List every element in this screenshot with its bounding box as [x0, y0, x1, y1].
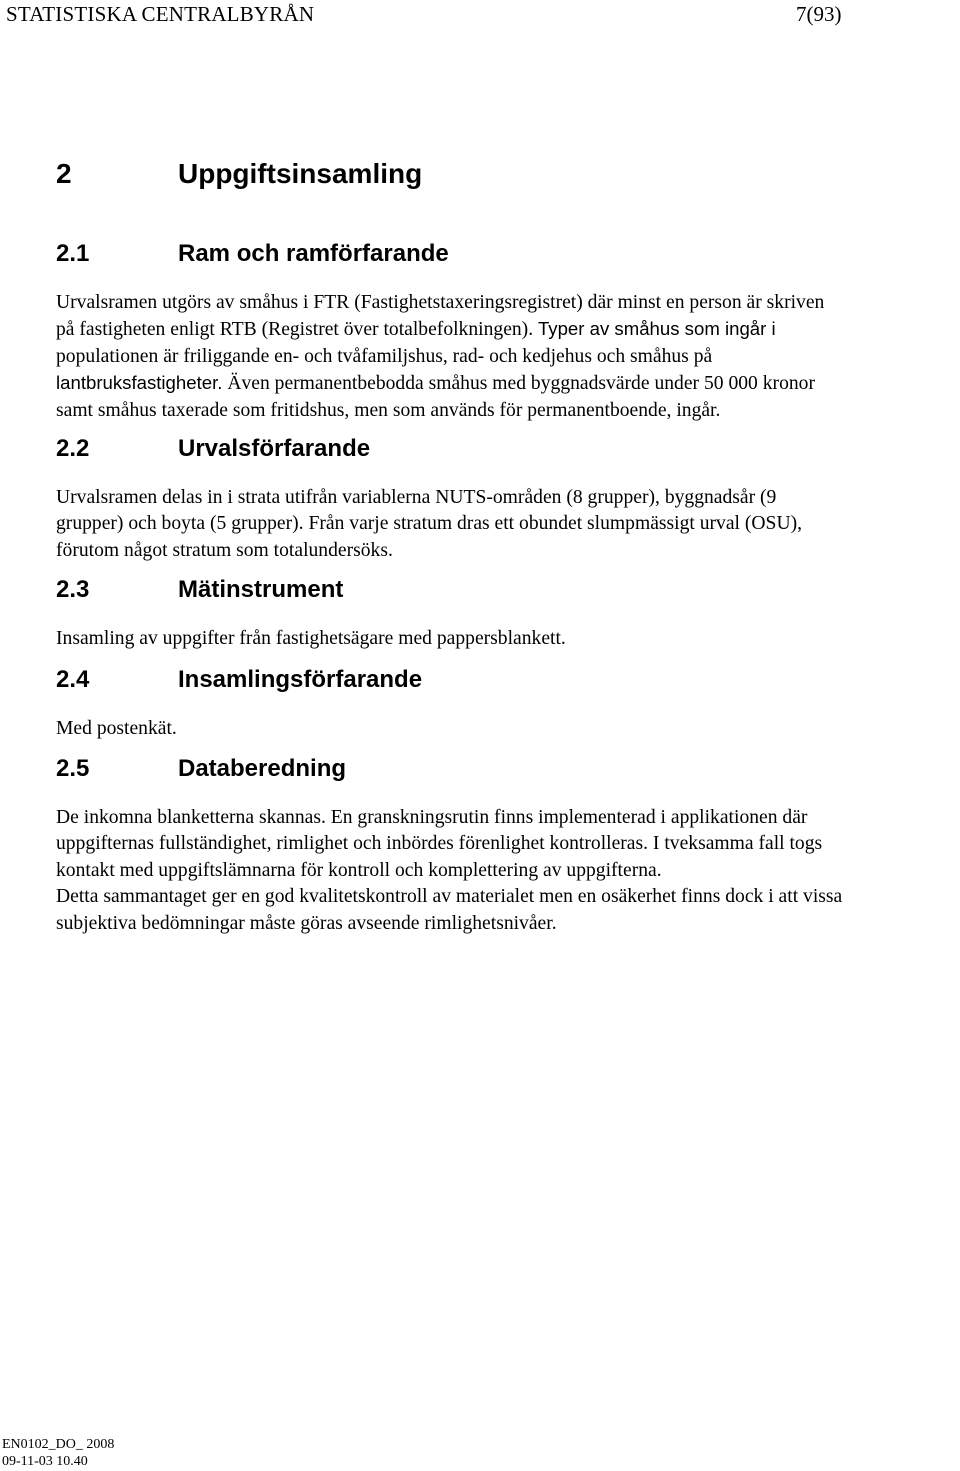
section-number: 2.1: [56, 240, 90, 267]
paragraph-ram: [56, 290, 960, 424]
text-line: samt småhus taxerade som fritidshus, men som används för permanentboende, ingår.: [56, 399, 721, 421]
text-line: Insamling av uppgifter från fastighetsägare med pappersblankett.: [56, 628, 566, 649]
heading-section-2-1: [56, 242, 449, 266]
text-line: [56, 370, 960, 397]
section-title: Databeredning: [178, 755, 347, 782]
text-sentence: Typer av småhus som ingår i: [533, 318, 776, 340]
text-sentence: på fastigheten enligt RTB (Registret över totalbefolkningen).: [56, 319, 534, 341]
text-line: förutom något stratum som totalundersöks.: [56, 539, 393, 561]
text-line: subjektiva bedömningar måste göras avseende rimlighetsnivåer.: [56, 912, 557, 934]
text-sentence: grupper) och boyta (5 grupper).: [56, 513, 304, 535]
text-line: Detta sammantaget ger en god kvalitetskontroll av materialet men en osäkerhet finns dock i att vissa: [56, 886, 843, 908]
section-number: 2.5: [56, 755, 90, 782]
text-sentence: De inkomna blanketterna skannas.: [56, 807, 326, 828]
text-line: kontakt med uppgiftslämnarna för kontroll och komplettering av uppgifterna.: [56, 859, 662, 881]
text-sentence: I tveksamma fall togs: [648, 833, 823, 855]
section-title: Mätinstrument: [178, 576, 344, 603]
footer-timestamp: 09-11-03 10.40: [2, 1454, 88, 1469]
section-title: Uppgiftsinsamling: [178, 158, 423, 189]
text-sentence: En granskningsrutin finns implementerad i applikationen där: [325, 807, 808, 828]
heading-section-2-4: [56, 668, 422, 692]
paragraph-databeredning: [56, 805, 960, 937]
text-line: [56, 511, 960, 537]
text-line: Med postenkät.: [56, 718, 177, 739]
text-sentence: uppgifternas fullständighet, rimlighet och inbördes förenlighet kontrolleras.: [56, 833, 649, 855]
text-line: populationen är friliggande en- och tvåfamiljshus, rad- och kedjehus och småhus på: [56, 345, 713, 367]
text-sentence: Även permanentbebodda småhus med byggnadsvärde under 50 000 kronor: [222, 373, 815, 395]
heading-section-2-5: [56, 757, 346, 781]
footer-document-id: EN0102_DO_ 2008: [2, 1437, 115, 1452]
heading-section-2: [56, 160, 422, 188]
text-sentence: lantbruksfastigheter.: [56, 372, 223, 394]
section-title: Urvalsförfarande: [178, 435, 371, 462]
heading-section-2-3: [56, 578, 343, 602]
section-number: 2: [56, 158, 72, 189]
paragraph-matinstrument: [56, 626, 960, 652]
text-line: [56, 805, 960, 831]
section-number: 2.4: [56, 666, 90, 693]
section-number: 2.3: [56, 576, 90, 603]
text-line: Urvalsramen utgörs av småhus i FTR (Fastighetstaxeringsregistret) där minst en person är skriven: [56, 292, 825, 313]
paragraph-insamling: [56, 716, 960, 742]
section-number: 2.2: [56, 435, 90, 462]
header-organization: STATISTISKA CENTRALBYRÅN: [6, 2, 315, 26]
heading-section-2-2: [56, 437, 370, 461]
page-number: 7(93): [796, 2, 842, 26]
paragraph-urval: [56, 485, 960, 564]
text-line: Urvalsramen delas in i strata utifrån variablerna NUTS-områden (8 grupper), byggnadsår (9: [56, 487, 777, 508]
text-line: [56, 831, 960, 857]
text-sentence: Från varje stratum dras ett obundet slumpmässigt urval (OSU),: [303, 513, 803, 535]
section-title: Insamlingsförfarande: [178, 666, 423, 693]
section-title: Ram och ramförfarande: [178, 240, 449, 267]
text-line: [56, 316, 960, 343]
